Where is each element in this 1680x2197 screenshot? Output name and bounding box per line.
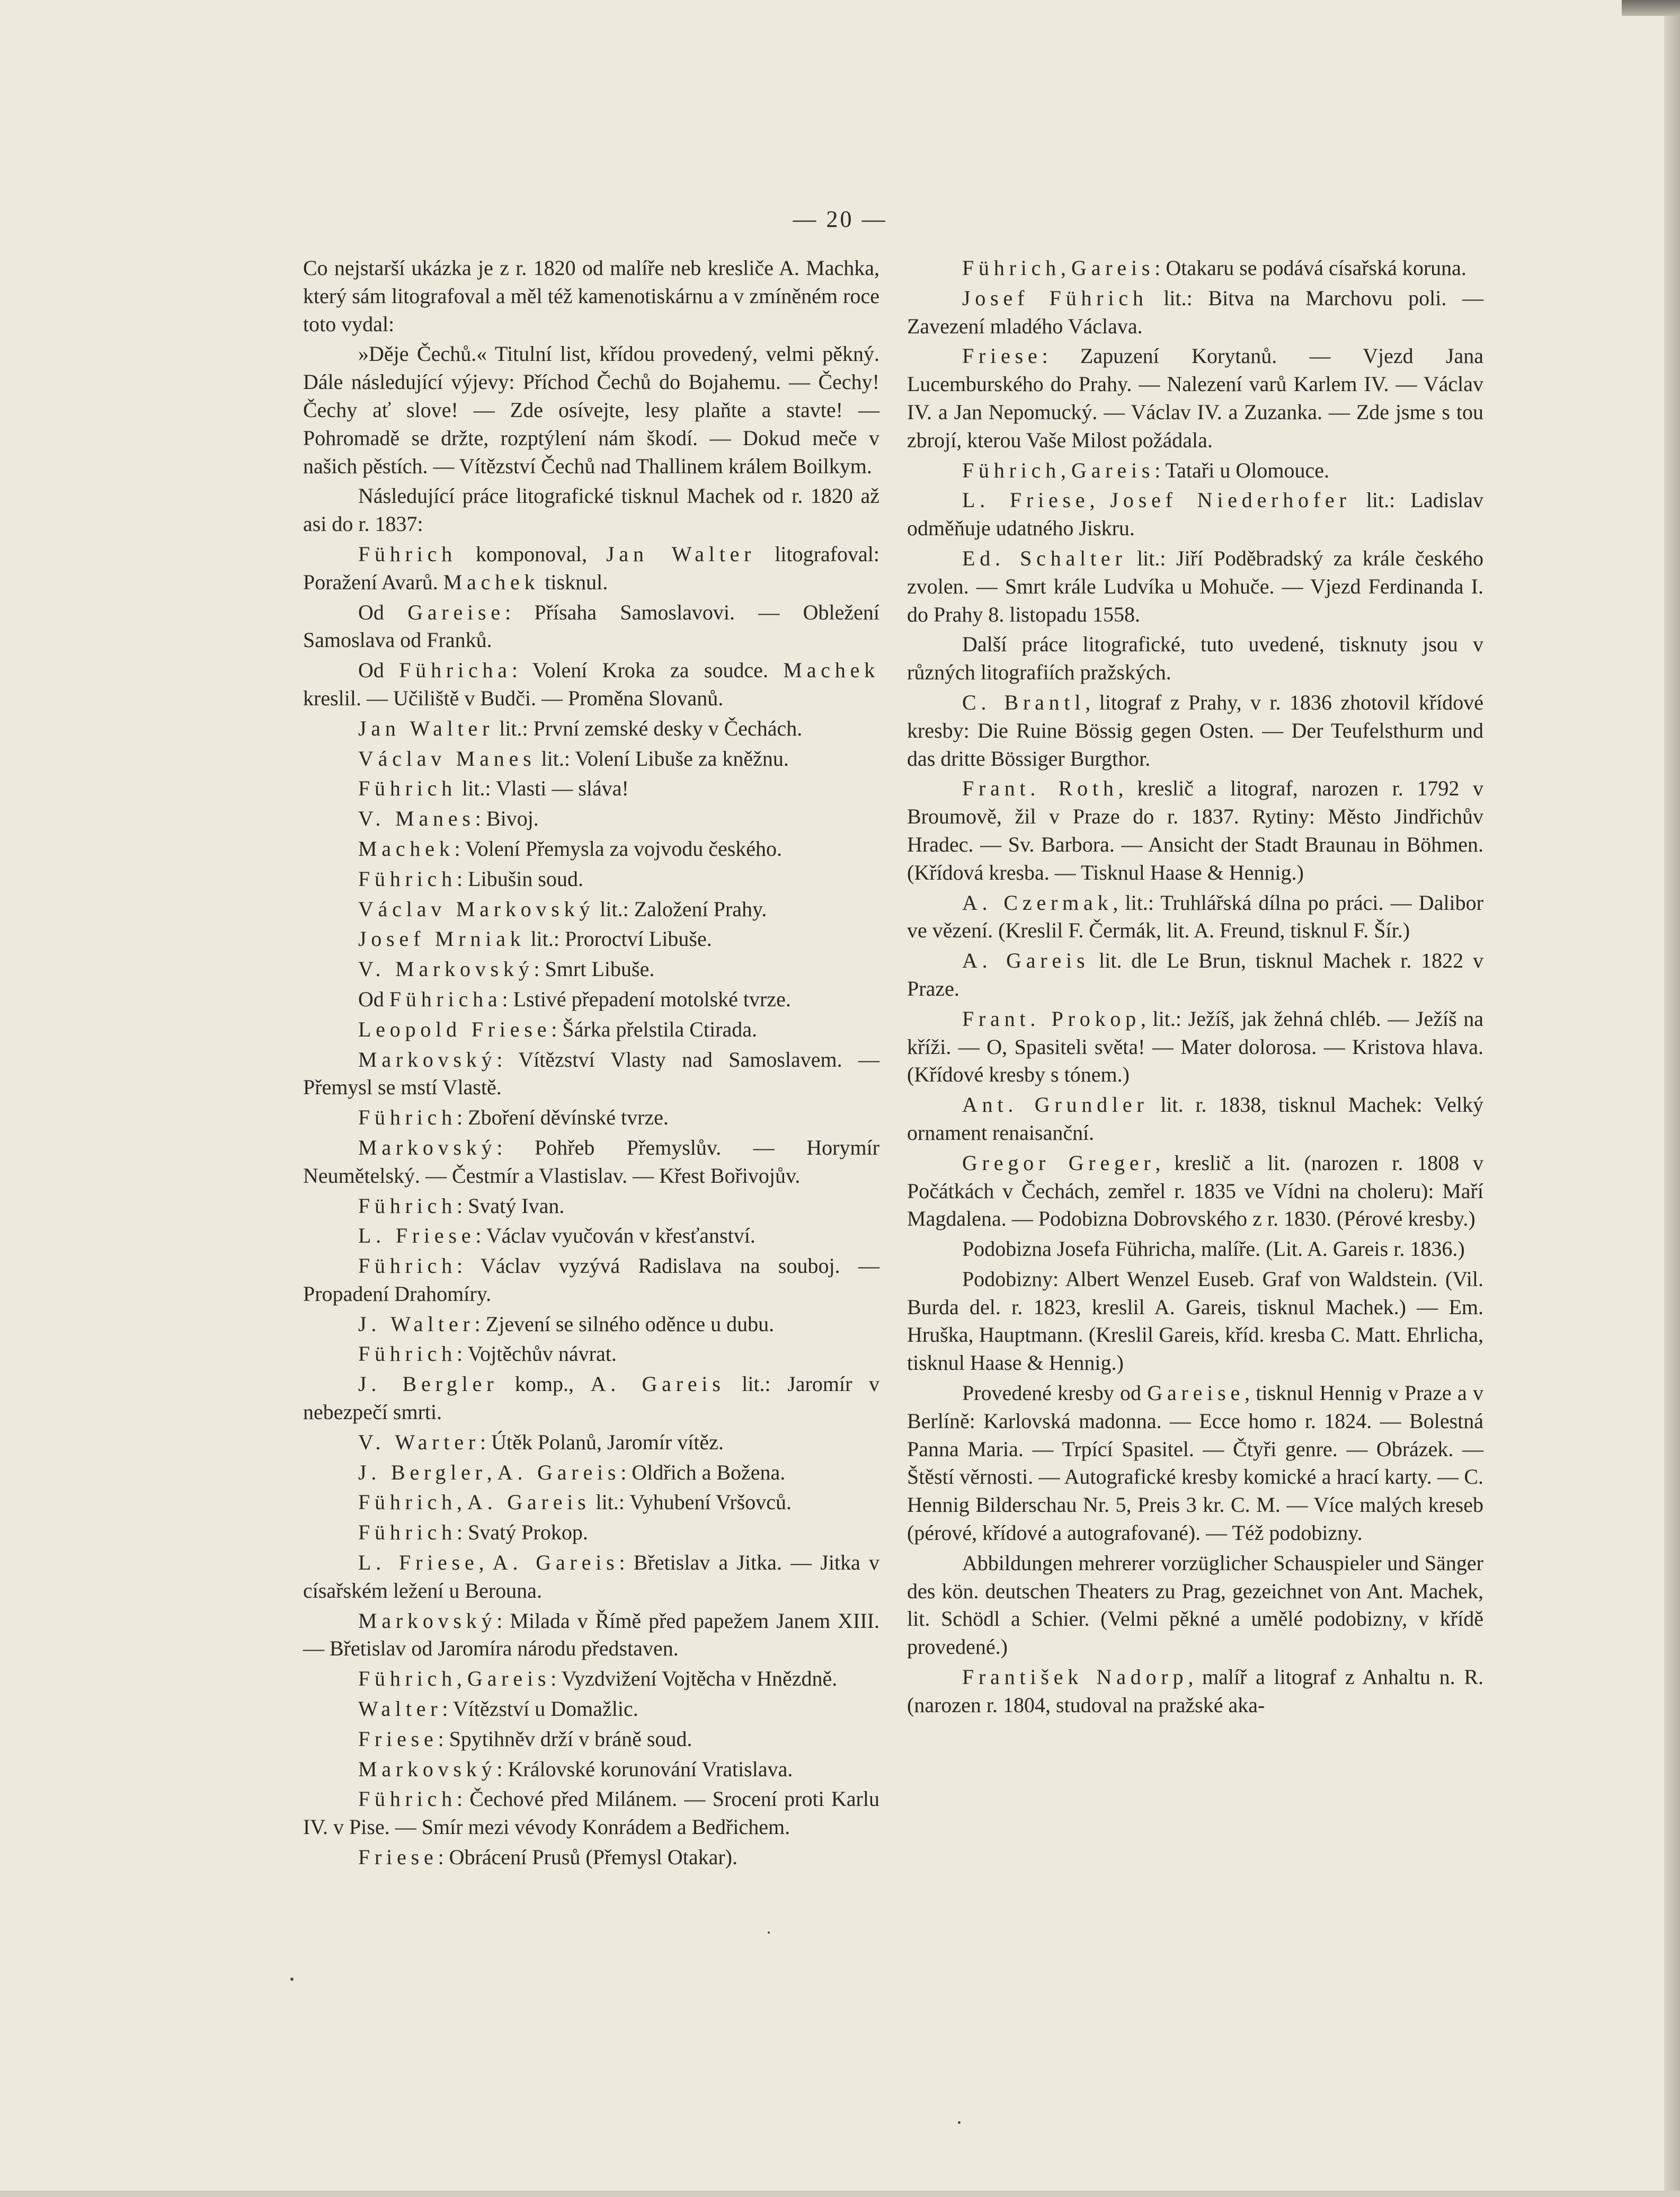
text-run: lit.: Jaromír v nebezpečí smrti. xyxy=(303,1372,879,1424)
spaced-name: Führich xyxy=(358,1254,457,1278)
paragraph xyxy=(907,486,1483,543)
paragraph xyxy=(303,1429,879,1457)
paragraph xyxy=(907,1379,1483,1547)
text-run: : Tataři u Olomouce. xyxy=(1154,458,1329,482)
spaced-name: Gareis xyxy=(1071,458,1155,482)
text-run: : Vítězství Vlasty nad Samoslavem. — Přemysl se mstí Vlastě. xyxy=(303,1047,879,1100)
paragraph xyxy=(303,1785,879,1841)
page-edge-right xyxy=(1664,0,1680,2197)
paragraph xyxy=(303,1695,879,1723)
text-run: , xyxy=(457,1490,468,1514)
text-run: : Otakaru se podává císařská koruna. xyxy=(1154,256,1466,280)
text-run: : Útěk Polanů, Jaromír vítěz. xyxy=(480,1430,724,1454)
text-run: lit.: Vlasti — sláva! xyxy=(457,776,629,801)
spaced-name: A. Gareis xyxy=(590,1372,725,1396)
paragraph xyxy=(907,1235,1483,1263)
spaced-name: Markovský xyxy=(358,1608,497,1633)
paragraph xyxy=(907,1265,1483,1377)
spaced-name: A. Gareis xyxy=(962,949,1090,973)
page-edge-bottom xyxy=(0,2191,1680,2197)
paragraph xyxy=(907,342,1483,454)
text-run: , xyxy=(1061,458,1072,482)
text-run: : Šárka přelstila Ctirada. xyxy=(551,1017,758,1041)
paragraph xyxy=(303,657,879,713)
paragraph xyxy=(303,1310,879,1339)
text-run: »Děje Čechů.« Titulní list, křídou provedený, velmi pěkný. Dále následující výjevy: Příchod Čechů do Bojahemu. — Čechy! Čechy ať slove! — Zde osívejte, lesy plaňte a stavte! — Pohromadě se držte, rozptýlení nám škodí. — Dokud meče v našich pěstích. — Vítězství Čechů nad Thallinem králem Boilkym. xyxy=(303,342,879,478)
text-run: : Obrácení Prusů (Přemysl Otakar). xyxy=(438,1845,737,1870)
spaced-name: Führich xyxy=(358,866,457,891)
spaced-name: A. Gareis xyxy=(467,1490,591,1514)
paragraph xyxy=(303,1665,879,1693)
text-run: , xyxy=(1089,488,1110,512)
text-run: lit.: Založení Prahy. xyxy=(594,897,767,921)
paragraph xyxy=(303,1222,879,1250)
spaced-name: Führich xyxy=(358,1787,457,1811)
text-run: tisknul. xyxy=(539,570,608,594)
text-run: : Vojtěchův návrat. xyxy=(457,1342,617,1366)
paragraph xyxy=(907,947,1483,1003)
spaced-name: Führich xyxy=(358,1342,457,1366)
text-run: , kreslič a litograf, narozen r. 1792 v Broumově, žil v Praze do r. 1837. Rytiny: Město Jindřichův Hradec. — Sv. Barbora. — Ansicht der Stadt Braunau in Böhmen. (Křídová kresba. — Tisknul Haase & Hennig.) xyxy=(907,776,1483,884)
spaced-name: Jan Walter xyxy=(358,716,494,740)
text-run: lit. dle Le Brun, tisknul Machek r. 1822 v Praze. xyxy=(907,949,1483,1000)
text-run: , litograf z Prahy, v r. 1836 zhotovil křídové kresby: Die Ruine Bössig gegen Osten. — Der Teufelsthurm und das dritte Bössiger Burgthor. xyxy=(907,690,1483,770)
text-run: : Zboření děvínské tvrze. xyxy=(457,1105,669,1130)
paragraph xyxy=(907,775,1483,887)
spaced-name: Gareise xyxy=(1147,1381,1245,1405)
paragraph xyxy=(907,1005,1483,1089)
text-run: : Volení Přemysla za vojvodu českého. xyxy=(454,836,783,861)
text-run: lit. r. 1838, tisknul Machek: Velký ornament renaisanční. xyxy=(907,1093,1484,1145)
paragraph xyxy=(303,745,879,773)
paragraph xyxy=(303,925,879,953)
paragraph xyxy=(907,254,1483,282)
spaced-name: J. Bergler xyxy=(358,1372,499,1396)
text-run: Od xyxy=(358,600,408,624)
paragraph xyxy=(303,482,879,538)
paragraph xyxy=(303,1340,879,1368)
text-run: : Lstivé přepadení motolské tvrze. xyxy=(502,987,791,1011)
spaced-name: Führich xyxy=(358,1105,457,1130)
text-run: Následující práce litografické tisknul Machek od r. 1820 až asi do r. 1837: xyxy=(303,484,879,536)
page-number: — 20 — xyxy=(793,206,887,232)
text-run: lit.: Volení Libuše za kněžnu. xyxy=(536,746,789,770)
text-run: Od xyxy=(358,658,399,683)
paragraph xyxy=(303,340,879,480)
paragraph xyxy=(907,689,1483,773)
paragraph xyxy=(303,1549,879,1605)
text-run: , malíř a litograf z Anhaltu n. R. (narozen r. 1804, studoval na pražské aka- xyxy=(907,1665,1483,1717)
text-run: , kreslič a lit. (narozen r. 1808 v Počátkách v Čechách, zemřel r. 1835 ve Vídni na choleru): Maří Magdalena. — Podobizna Dobrovského z r. 1830. (Pérové kresby.) xyxy=(907,1150,1484,1231)
spaced-name: Führich xyxy=(962,458,1061,482)
spaced-name: Machek xyxy=(783,658,879,683)
spaced-name: Friese xyxy=(962,344,1042,368)
text-run: : Spytihněv drží v bráně soud. xyxy=(438,1726,692,1751)
spaced-name: J. Walter xyxy=(358,1312,475,1336)
text-run: , xyxy=(478,1551,493,1575)
text-run: : Pohřeb Přemyslův. — Horymír Neumětelský. — Čestmír a Vlastislav. — Křest Bořivojův. xyxy=(303,1135,879,1188)
text-run: lit.: Ladislav odměňuje udatného Jiskru. xyxy=(907,488,1483,541)
spaced-name: Gareise xyxy=(407,600,505,624)
spaced-name: František Nadorp xyxy=(962,1665,1188,1689)
text-run: : Čechové před Milánem. — Srocení proti Karlu IV. v Pise. — Smír mezi vévody Konrádem a Bedřichem. xyxy=(303,1787,879,1839)
spaced-name: L. Friese xyxy=(962,488,1090,512)
spaced-name: V. Markovský xyxy=(358,957,534,981)
text-run: Další práce litografické, tuto uvedené, tisknuty jsou v různých litografiích pražských. xyxy=(907,632,1483,685)
spaced-name: Josef Mrniak xyxy=(358,927,526,951)
text-run: , tisknul Hennig v Praze a v Berlíně: Karlovská madonna. — Ecce homo r. 1824. — Bolestná Panna Maria. — Trpící Spasitel. — Čtyři genre. — Obrázek. — Štěstí věrnosti. — Autografické kresby komické a hrací karty. — C. Hennig Bilderschau Nr. 5, Preis 3 kr. C. M. — Více malých kreseb (pérové, křídové a autografované). — Též podobizny. xyxy=(907,1381,1483,1545)
text-run: lit.: Vyhubení Vršovců. xyxy=(590,1490,792,1514)
paragraph xyxy=(303,896,879,924)
spaced-name: Frant. Prokop xyxy=(962,1006,1141,1031)
spaced-name: Gareis xyxy=(467,1667,551,1691)
text-run: : Bivoj. xyxy=(475,807,539,831)
spaced-name: Führich xyxy=(358,1490,457,1514)
paragraph xyxy=(907,1549,1483,1661)
paragraph xyxy=(907,1091,1483,1147)
spaced-name: V. Manes xyxy=(358,807,475,831)
spaced-name: Gareis xyxy=(1071,256,1155,280)
spaced-name: A. Gareis xyxy=(497,1460,621,1484)
text-run: : Oldřich a Božena. xyxy=(620,1460,786,1484)
paragraph xyxy=(907,1663,1483,1720)
paragraph xyxy=(303,1134,879,1190)
spaced-name: L. Friese xyxy=(358,1551,479,1575)
spaced-name: A. Czermak xyxy=(962,890,1113,915)
spaced-name: Führicha xyxy=(389,987,502,1011)
paragraph xyxy=(303,1459,879,1487)
text-run: lit.: První zemské desky v Čechách. xyxy=(494,716,803,740)
spaced-name: Gregor Greger xyxy=(962,1150,1155,1175)
paragraph xyxy=(303,599,879,655)
text-run: , xyxy=(457,1667,468,1691)
spaced-name: Václav Markovský xyxy=(358,897,595,921)
spaced-name: Frant. Roth xyxy=(962,776,1118,801)
text-run: Podobizna Josefa Führicha, malíře. (Lit. A. Gareis r. 1836.) xyxy=(962,1237,1465,1261)
text-run: , xyxy=(1061,256,1072,280)
spaced-name: Leopold Friese xyxy=(358,1017,552,1041)
text-run: Podobizny: Albert Wenzel Euseb. Graf von Waldstein. (Vil. Burda del. r. 1823, kreslil A. Gareis, tisknul Machek.) — Em. Hruška, Hauptmann. (Kreslil Gareis, kříd. kresba C. Matt. Ehrlicha, tisknul Haase & Hennig.) xyxy=(907,1266,1483,1375)
paragraph xyxy=(303,715,879,743)
paragraph xyxy=(303,986,879,1014)
text-run: : Přísaha Samoslavovi. — Obležení Samoslava od Franků. xyxy=(303,600,880,652)
scan-speck xyxy=(958,2121,961,2124)
text-run: : Milada v Římě před papežem Janem XIII. — Břetislav od Jaromíra národu představen. xyxy=(303,1608,879,1661)
paragraph xyxy=(303,541,879,597)
text-run: kreslil. — Učiliště v Budči. — Proměna Slovanů. xyxy=(303,686,724,710)
text-run: : Zapuzení Korytanů. — Vjezd Jana Lucemburského do Prahy. — Nalezení varů Karlem IV. — Václav IV. a Jan Nepomucký. — Václav IV. a Zuzanka. — Zde jsme s tou zbrojí, kterou Vaše Milost požádala. xyxy=(907,344,1483,452)
spaced-name: Markovský xyxy=(358,1135,497,1159)
text-run: : Svatý Prokop. xyxy=(457,1520,588,1545)
spaced-name: Friese xyxy=(358,1726,438,1751)
spaced-name: Führich xyxy=(358,542,457,566)
paragraph xyxy=(303,1519,879,1547)
spaced-name: C. Brantl xyxy=(962,690,1086,714)
paragraph xyxy=(907,285,1483,341)
paragraph xyxy=(907,545,1483,628)
paragraph xyxy=(303,1489,879,1517)
paragraph xyxy=(907,889,1483,945)
spaced-name: Friese xyxy=(358,1845,438,1870)
spaced-name: Führich xyxy=(358,1193,457,1218)
spaced-name: Ed. Schalter xyxy=(962,546,1127,570)
text-run: Od xyxy=(358,987,389,1011)
text-run: , lit.: Truhlářská dílna po práci. — Dalibor ve vězení. (Kreslil F. Čermák, lit. A. Freund, tisknul F. Šír.) xyxy=(907,890,1483,943)
paragraph xyxy=(303,1607,879,1663)
text-run: : Královské korunování Vratislava. xyxy=(496,1757,793,1781)
text-run: : Vítězství u Domažlic. xyxy=(442,1697,638,1721)
text-run: : Svatý Ivan. xyxy=(457,1193,565,1218)
spaced-name: Markovský xyxy=(358,1757,497,1781)
paragraph xyxy=(303,865,879,893)
text-run: komp., xyxy=(498,1372,591,1396)
spaced-name: Josef Führich xyxy=(962,286,1148,310)
spaced-name: J. Bergler xyxy=(358,1460,487,1484)
spaced-name: Machek xyxy=(443,570,540,594)
text-run: , xyxy=(486,1460,497,1484)
spaced-name: L. Friese xyxy=(358,1224,476,1248)
paragraph xyxy=(303,1104,879,1132)
paragraph xyxy=(303,1192,879,1220)
paragraph xyxy=(303,1844,879,1872)
spaced-name: Machek xyxy=(358,836,455,861)
text-run: : Václav vyzývá Radislava na souboj. — Propadení Drahomíry. xyxy=(303,1254,879,1306)
paragraph xyxy=(303,1016,879,1044)
spaced-name: Walter xyxy=(358,1697,442,1721)
spaced-name: Führich xyxy=(358,1667,457,1691)
spaced-name: Václav Manes xyxy=(358,746,536,770)
spaced-name: V. Warter xyxy=(358,1430,481,1454)
spaced-name: Jan Walter xyxy=(606,542,756,566)
text-run: : Václav vyučován v křesťanství. xyxy=(475,1224,755,1248)
spaced-name: Markovský xyxy=(358,1047,497,1071)
paragraph xyxy=(303,835,879,863)
paragraph xyxy=(303,955,879,984)
paragraph xyxy=(303,1725,879,1753)
spaced-name: Ant. Grundler xyxy=(962,1093,1149,1117)
paragraph xyxy=(907,457,1483,485)
left-text-column xyxy=(303,254,879,1874)
right-text-column xyxy=(907,254,1483,1722)
text-run: , lit.: Ježíš, jak žehná chléb. — Ježíš na kříži. — O, Spasiteli světa! — Mater dolorosa. — Kristova hlava. (Křídové kresby s tónem.) xyxy=(907,1006,1484,1087)
paragraph xyxy=(303,1756,879,1784)
text-run: lit.: Bitva na Marchovu poli. — Zavezení mladého Václava. xyxy=(907,286,1483,338)
paragraph xyxy=(907,1149,1483,1233)
scan-corner-mark xyxy=(1622,0,1680,16)
paragraph xyxy=(303,775,879,803)
text-run: : Volení Kroka za soudce. xyxy=(511,658,784,683)
paragraph xyxy=(303,1370,879,1427)
paragraph xyxy=(303,1046,879,1102)
paragraph xyxy=(303,1252,879,1308)
text-run: : Libušin soud. xyxy=(457,866,583,891)
spaced-name: Führich xyxy=(962,256,1061,280)
spaced-name: Führich xyxy=(358,776,457,801)
paragraph xyxy=(303,805,879,833)
text-run: : Břetislav a Jitka. — Jitka v císařském ležení u Berouna. xyxy=(303,1551,880,1602)
spaced-name: Führicha xyxy=(399,658,512,683)
text-run: : Zjevení se silného oděnce u dubu. xyxy=(474,1312,775,1336)
paragraph xyxy=(907,631,1483,687)
text-run: : Vyzdvižení Vojtěcha v Hnězdně. xyxy=(550,1667,838,1691)
text-run: litografoval: Poražení Avarů. xyxy=(303,542,880,594)
text-run: Co nejstarší ukázka je z r. 1820 od malíře neb kresliče A. Machka, který sám litografoval a měl též kamenotiskárnu a v zmíněném roce toto vydal: xyxy=(303,256,879,336)
text-run: lit.: Proroctví Libuše. xyxy=(525,927,712,951)
paragraph xyxy=(303,254,879,338)
text-run: : Smrt Libuše. xyxy=(534,957,655,981)
text-run: Abbildungen mehrerer vorzüglicher Schauspieler und Sänger des kön. deutschen Theaters zu Prag, gezeichnet von Ant. Machek, lit. Schödl a Schier. (Velmi pěkné a umělé podobizny, v křídě provedené.) xyxy=(907,1551,1483,1659)
text-run: lit.: Jiří Poděbradský za krále českého zvolen. — Smrt krále Ludvíka u Mohuče. — Vjezd Ferdinanda I. do Prahy 8. listopadu 1558. xyxy=(907,546,1483,626)
text-run: Provedené kresby od xyxy=(962,1381,1148,1405)
spaced-name: Führich xyxy=(358,1520,457,1545)
spaced-name: A. Gareis xyxy=(492,1551,619,1575)
scan-speck xyxy=(768,1932,770,1934)
scan-speck xyxy=(290,1978,294,1981)
spaced-name: Josef Niederhofer xyxy=(1110,488,1351,512)
text-run: komponoval, xyxy=(457,542,607,566)
